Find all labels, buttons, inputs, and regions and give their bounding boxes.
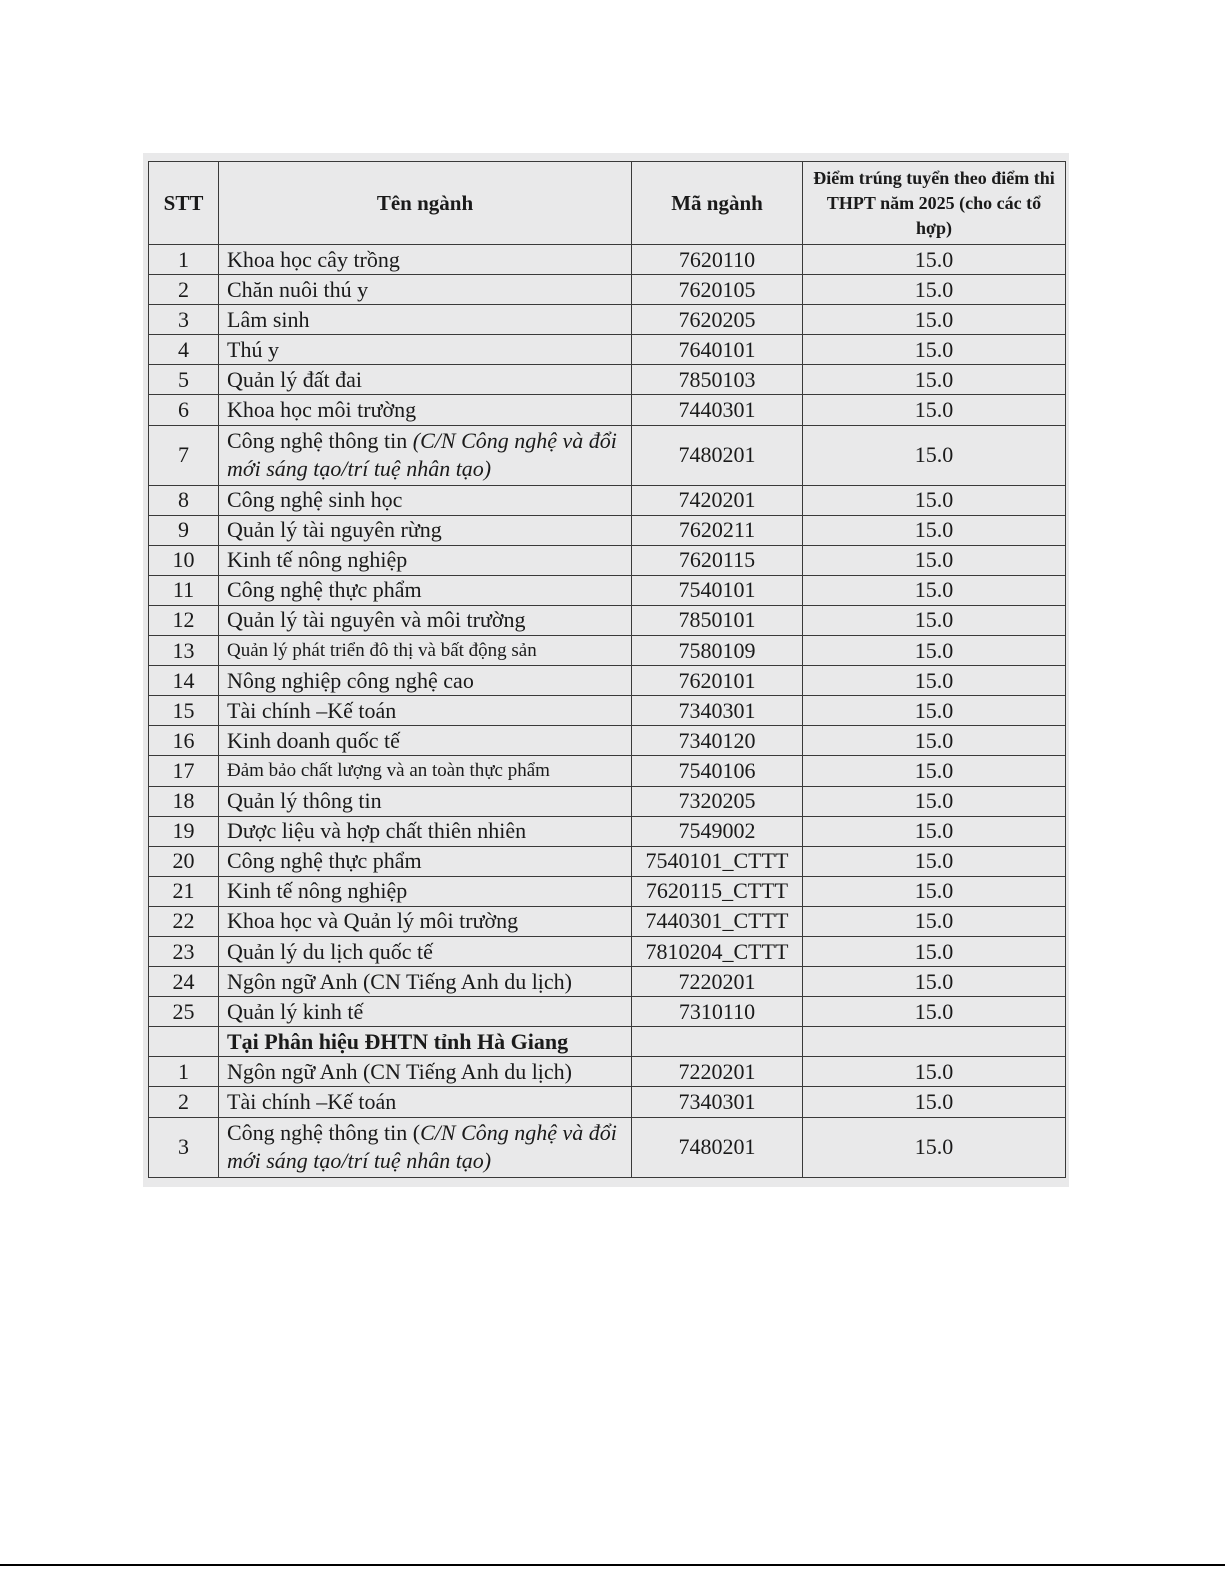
section-title: Tại Phân hiệu ĐHTN tỉnh Hà Giang <box>219 1027 632 1057</box>
table-row <box>149 967 1066 997</box>
score-cell: 15.0 <box>803 605 1066 635</box>
stt-cell: 4 <box>149 335 219 365</box>
table-row <box>149 786 1066 816</box>
score-cell: 15.0 <box>803 756 1066 786</box>
stt-cell: 3 <box>149 305 219 335</box>
code-cell: 7850103 <box>632 365 803 395</box>
code-cell: 7620105 <box>632 275 803 305</box>
score-cell: 15.0 <box>803 485 1066 515</box>
table-row <box>149 726 1066 756</box>
table-row <box>149 846 1066 876</box>
name-cell: Dược liệu và hợp chất thiên nhiên <box>219 816 632 846</box>
score-cell: 15.0 <box>803 425 1066 485</box>
score-cell: 15.0 <box>803 696 1066 726</box>
name-cell: Kinh tế nông nghiệp <box>219 545 632 575</box>
code-cell: 7640101 <box>632 335 803 365</box>
table-row <box>149 605 1066 635</box>
code-cell: 7220201 <box>632 967 803 997</box>
score-cell: 15.0 <box>803 245 1066 275</box>
name-cell <box>219 425 632 485</box>
code-cell: 7220201 <box>632 1057 803 1087</box>
stt-cell: 19 <box>149 816 219 846</box>
score-cell: 15.0 <box>803 395 1066 425</box>
code-cell: 7620205 <box>632 305 803 335</box>
stt-cell: 24 <box>149 967 219 997</box>
stt-cell: 14 <box>149 666 219 696</box>
stt-cell: 25 <box>149 997 219 1027</box>
stt-cell: 23 <box>149 936 219 966</box>
table-row <box>149 425 1066 485</box>
table-row <box>149 485 1066 515</box>
table-row <box>149 245 1066 275</box>
score-cell: 15.0 <box>803 936 1066 966</box>
name-cell: Thú y <box>219 335 632 365</box>
name-cell: Quản lý tài nguyên rừng <box>219 515 632 545</box>
score-cell: 15.0 <box>803 275 1066 305</box>
name-cell: Công nghệ thực phẩm <box>219 575 632 605</box>
admission-score-table <box>148 161 1066 1178</box>
score-cell: 15.0 <box>803 335 1066 365</box>
section-header-row <box>149 1027 1066 1057</box>
table-row <box>149 936 1066 966</box>
name-cell: Đảm bảo chất lượng và an toàn thực phẩm <box>219 756 632 786</box>
score-cell: 15.0 <box>803 726 1066 756</box>
score-cell: 15.0 <box>803 305 1066 335</box>
table-row <box>149 335 1066 365</box>
stt-cell: 1 <box>149 1057 219 1087</box>
stt-cell: 11 <box>149 575 219 605</box>
name-cell: Khoa học môi trường <box>219 395 632 425</box>
code-cell <box>632 1027 803 1057</box>
stt-cell: 15 <box>149 696 219 726</box>
table-row <box>149 365 1066 395</box>
name-note: (C/N Công nghệ và đổi mới sáng tạo/trí tuệ nhân tạo) <box>227 428 617 482</box>
name-text: Công nghệ thông tin ( <box>227 1120 421 1146</box>
score-cell <box>803 1027 1066 1057</box>
score-cell: 15.0 <box>803 997 1066 1027</box>
name-cell: Khoa học và Quản lý môi trường <box>219 906 632 936</box>
stt-cell: 1 <box>149 245 219 275</box>
stt-cell: 2 <box>149 275 219 305</box>
score-cell: 15.0 <box>803 636 1066 666</box>
score-cell: 15.0 <box>803 816 1066 846</box>
stt-cell: 21 <box>149 876 219 906</box>
code-cell: 7580109 <box>632 636 803 666</box>
code-cell: 7620101 <box>632 666 803 696</box>
code-cell: 7480201 <box>632 425 803 485</box>
stt-cell: 9 <box>149 515 219 545</box>
name-cell: Tài chính –Kế toán <box>219 696 632 726</box>
code-cell: 7620115_CTTT <box>632 876 803 906</box>
score-cell: 15.0 <box>803 1087 1066 1117</box>
header-code: Mã ngành <box>632 162 803 245</box>
header-stt: STT <box>149 162 219 245</box>
name-text: Công nghệ thông tin <box>227 428 413 454</box>
name-cell: Quản lý thông tin <box>219 786 632 816</box>
table-row <box>149 756 1066 786</box>
code-cell: 7549002 <box>632 816 803 846</box>
score-cell: 15.0 <box>803 515 1066 545</box>
score-cell: 15.0 <box>803 846 1066 876</box>
header-name: Tên ngành <box>219 162 632 245</box>
stt-cell: 5 <box>149 365 219 395</box>
stt-cell: 7 <box>149 425 219 485</box>
name-cell: Ngôn ngữ Anh (CN Tiếng Anh du lịch) <box>219 967 632 997</box>
code-cell: 7540101_CTTT <box>632 846 803 876</box>
table-row <box>149 515 1066 545</box>
name-cell: Kinh tế nông nghiệp <box>219 876 632 906</box>
table-row <box>149 305 1066 335</box>
name-cell: Quản lý tài nguyên và môi trường <box>219 605 632 635</box>
stt-cell: 8 <box>149 485 219 515</box>
name-cell: Quản lý phát triển đô thị và bất động sản <box>219 636 632 666</box>
score-cell: 15.0 <box>803 545 1066 575</box>
score-cell: 15.0 <box>803 365 1066 395</box>
name-cell: Chăn nuôi thú y <box>219 275 632 305</box>
code-cell: 7540101 <box>632 575 803 605</box>
table-row <box>149 997 1066 1027</box>
table-row <box>149 1117 1066 1177</box>
code-cell: 7850101 <box>632 605 803 635</box>
table-row <box>149 1057 1066 1087</box>
stt-cell: 22 <box>149 906 219 936</box>
code-cell: 7420201 <box>632 485 803 515</box>
score-cell: 15.0 <box>803 1117 1066 1177</box>
score-cell: 15.0 <box>803 1057 1066 1087</box>
header-row <box>149 162 1066 245</box>
code-cell: 7620115 <box>632 545 803 575</box>
table-row <box>149 1087 1066 1117</box>
table-row <box>149 816 1066 846</box>
document-photo <box>143 153 1069 1187</box>
stt-cell: 13 <box>149 636 219 666</box>
name-cell: Quản lý đất đai <box>219 365 632 395</box>
code-cell: 7340301 <box>632 696 803 726</box>
table-row <box>149 696 1066 726</box>
name-cell: Quản lý kinh tế <box>219 997 632 1027</box>
page-bottom-rule <box>0 1564 1225 1566</box>
stt-cell: 12 <box>149 605 219 635</box>
score-cell: 15.0 <box>803 906 1066 936</box>
code-cell: 7810204_CTTT <box>632 936 803 966</box>
table-row <box>149 575 1066 605</box>
name-cell: Ngôn ngữ Anh (CN Tiếng Anh du lịch) <box>219 1057 632 1087</box>
name-cell: Tài chính –Kế toán <box>219 1087 632 1117</box>
code-cell: 7540106 <box>632 756 803 786</box>
code-cell: 7480201 <box>632 1117 803 1177</box>
stt-cell: 3 <box>149 1117 219 1177</box>
name-cell: Quản lý du lịch quốc tế <box>219 936 632 966</box>
score-cell: 15.0 <box>803 786 1066 816</box>
stt-cell: 20 <box>149 846 219 876</box>
name-cell: Lâm sinh <box>219 305 632 335</box>
table-row <box>149 636 1066 666</box>
table-row <box>149 545 1066 575</box>
code-cell: 7440301_CTTT <box>632 906 803 936</box>
name-cell: Kinh doanh quốc tế <box>219 726 632 756</box>
stt-cell: 16 <box>149 726 219 756</box>
score-cell: 15.0 <box>803 876 1066 906</box>
name-cell <box>219 1117 632 1177</box>
stt-cell: 17 <box>149 756 219 786</box>
table-row <box>149 395 1066 425</box>
code-cell: 7320205 <box>632 786 803 816</box>
code-cell: 7340120 <box>632 726 803 756</box>
score-cell: 15.0 <box>803 666 1066 696</box>
name-cell: Công nghệ sinh học <box>219 485 632 515</box>
table-row <box>149 666 1066 696</box>
code-cell: 7440301 <box>632 395 803 425</box>
stt-cell: 6 <box>149 395 219 425</box>
name-cell: Nông nghiệp công nghệ cao <box>219 666 632 696</box>
main-rows <box>149 245 1066 1178</box>
table-row <box>149 906 1066 936</box>
table-row <box>149 275 1066 305</box>
stt-cell: 18 <box>149 786 219 816</box>
code-cell: 7620211 <box>632 515 803 545</box>
table-row <box>149 876 1066 906</box>
header-score: Điểm trúng tuyển theo điểm thi THPT năm 2025 (cho các tổ hợp) <box>803 162 1066 245</box>
score-cell: 15.0 <box>803 967 1066 997</box>
code-cell: 7340301 <box>632 1087 803 1117</box>
name-cell: Khoa học cây trồng <box>219 245 632 275</box>
code-cell: 7310110 <box>632 997 803 1027</box>
stt-cell: 10 <box>149 545 219 575</box>
stt-cell: 2 <box>149 1087 219 1117</box>
name-note: C/N Công nghệ và đổi mới sáng tạo/trí tuệ nhân tạo) <box>227 1120 617 1174</box>
score-cell: 15.0 <box>803 575 1066 605</box>
stt-cell <box>149 1027 219 1057</box>
code-cell: 7620110 <box>632 245 803 275</box>
name-cell: Công nghệ thực phẩm <box>219 846 632 876</box>
